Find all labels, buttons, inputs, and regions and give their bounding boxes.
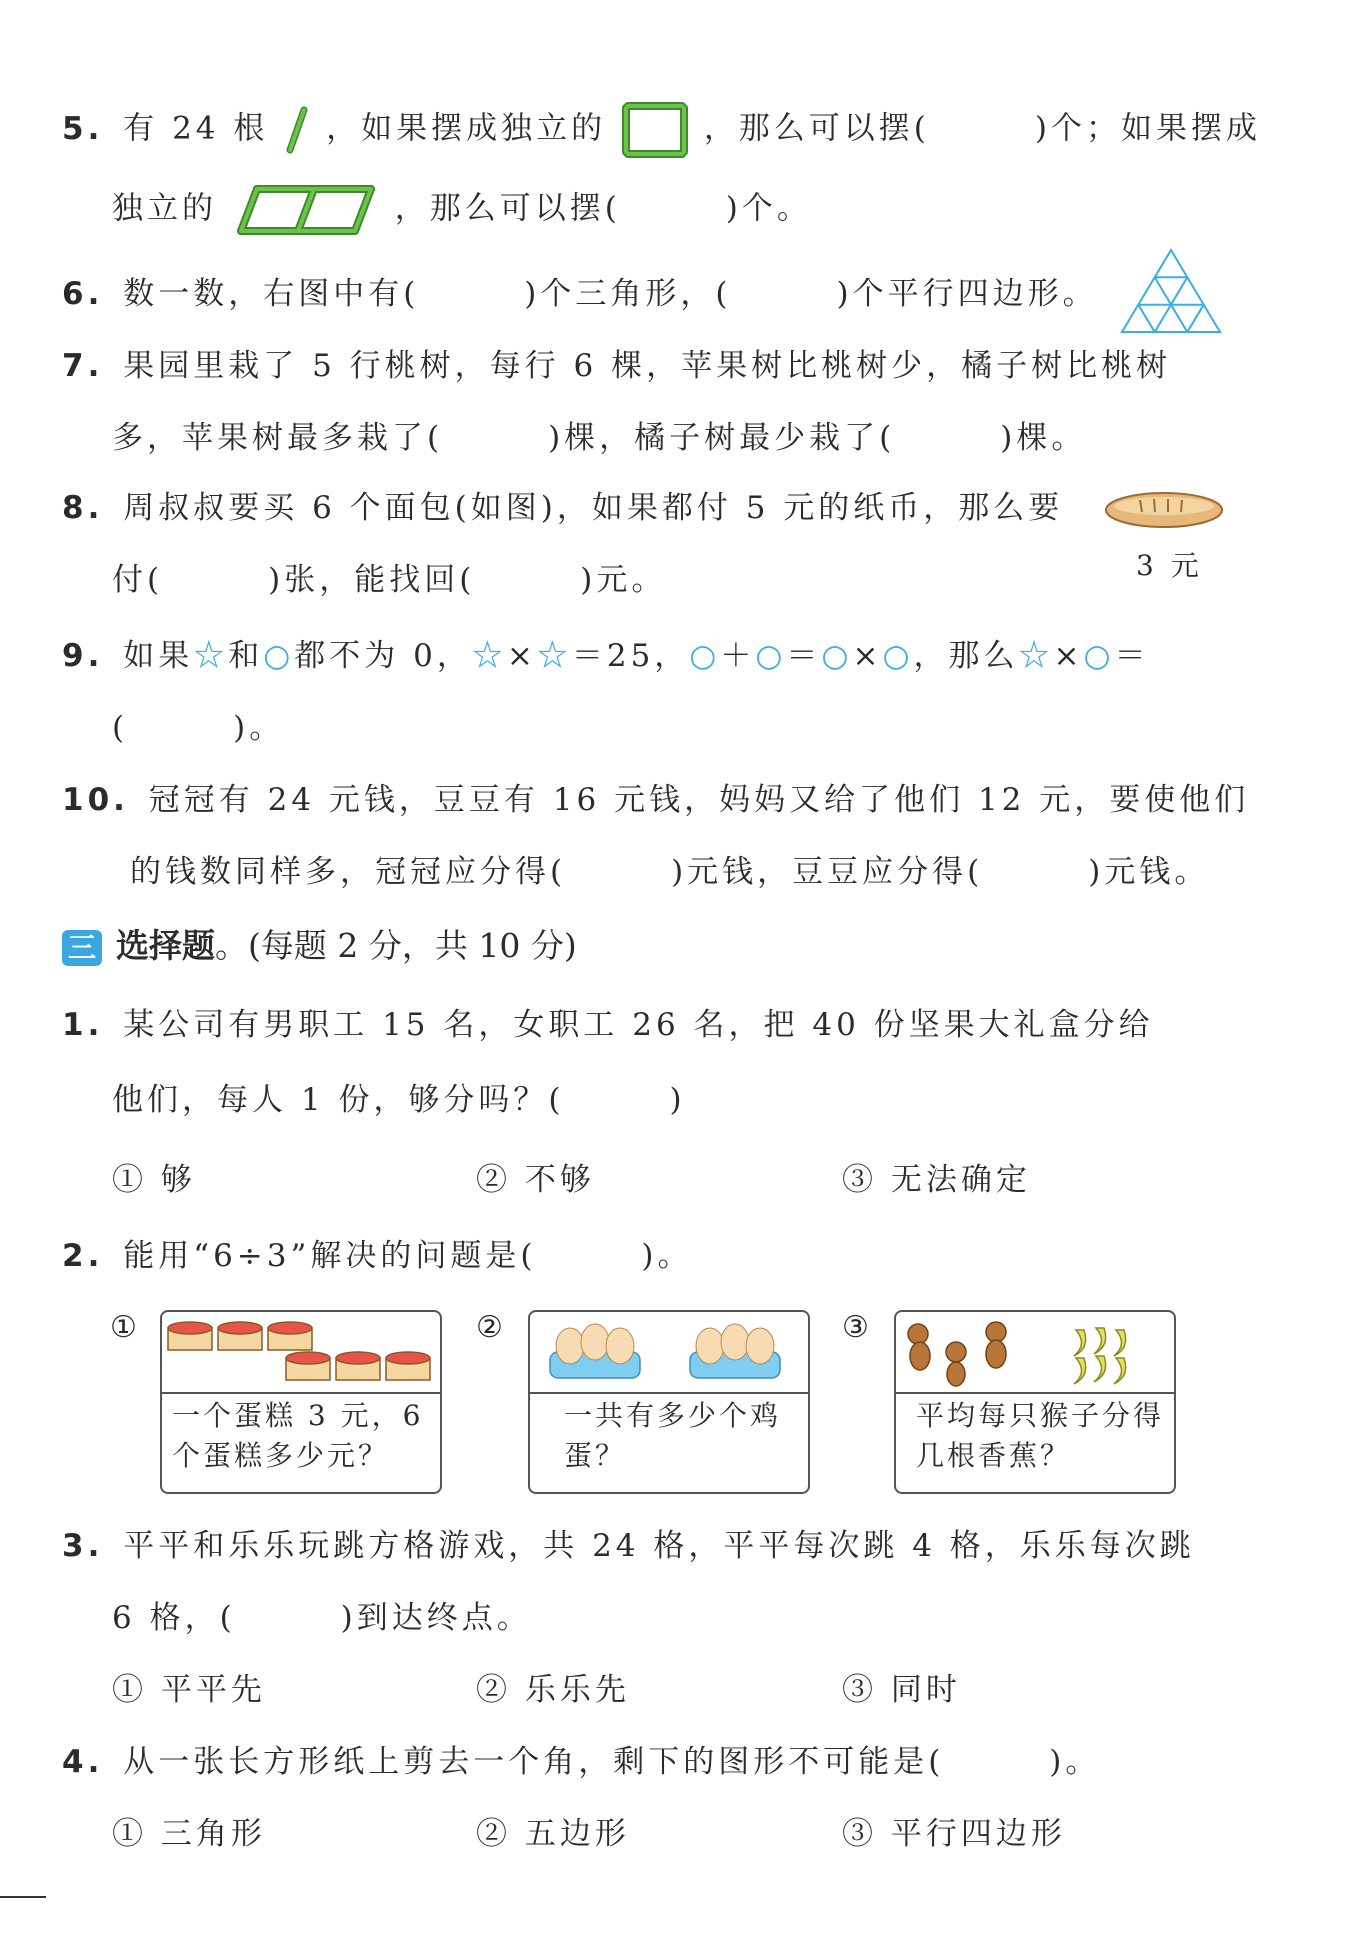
card-mark: ③ [842,1310,869,1345]
text: 果园里栽了 5 行桃树，每行 6 棵，苹果树比桃树少，橘子树比桃树 [123,348,1172,384]
circle-icon: ○ [1083,638,1115,674]
text: 如果 [123,638,194,674]
option-3[interactable]: ③ 无法确定 [842,1162,1031,1198]
question-number: 4. [62,1744,104,1780]
monkey-banana-icon [896,1312,1172,1392]
star-icon: ☆ [1018,638,1054,674]
question-number: 9. [62,638,104,674]
option-1[interactable]: ① 够 [112,1162,196,1198]
option-card-2[interactable] [528,1310,810,1494]
monkeys-bananas-picture [896,1312,1174,1394]
egg-tray-icon [530,1312,806,1392]
text: 某公司有男职工 15 名，女职工 26 名，把 40 份坚果大礼盒分给 [123,1007,1154,1043]
question-10-line-2: 的钱数同样多，冠冠应分得( )元钱，豆豆应分得( )元钱。 [130,854,1210,890]
question-7-line-2: 多，苹果树最多栽了( )棵，橘子树最少栽了( )棵。 [112,420,1087,456]
question-5-line-1 [62,100,1261,160]
question-number: 1. [62,1007,104,1043]
stick-icon [282,106,312,154]
section-title: 选择题 [116,926,215,965]
circle-icon: ○ [821,638,853,674]
triangle-grid-figure [1118,246,1224,336]
choice-1-line-1 [62,1005,1154,1045]
text: 能用“6÷3”解决的问题是( )。 [123,1238,693,1274]
stick-square-icon [620,100,690,160]
text: ＋ [720,638,756,674]
option-card-1[interactable] [160,1310,442,1494]
text: 都不为 0， [294,638,472,674]
text: 独立的 [112,190,217,227]
choice-3-line-1 [62,1526,1195,1566]
circle-icon: ○ [263,638,295,674]
text: 有 24 根 [123,110,269,147]
cakes-picture [162,1312,440,1394]
star-icon: ☆ [536,638,572,674]
text: ＝25， [571,638,690,674]
question-6 [62,274,1098,314]
text: ，那么 [913,638,1019,674]
choice-1-line-2: 他们，每人 1 份，够分吗？( ) [112,1082,686,1118]
circle-icon: ○ [882,638,914,674]
option-1[interactable]: ① 平平先 [112,1672,266,1708]
question-9-line-2: ( )。 [112,710,285,746]
card-text: 一个蛋糕 3 元，6 个蛋糕多少元？ [172,1399,424,1472]
question-9-line-1 [62,636,1150,676]
choice-4 [62,1742,1100,1782]
text: ，那么可以摆( )个。 [394,190,812,227]
text: 数一数，右图中有( )个三角形，( )个平行四边形。 [123,276,1098,312]
text: 周叔叔要买 6 个面包(如图)，如果都付 5 元的纸币，那么要 [123,490,1064,526]
text: 和 [228,638,264,674]
question-number: 6. [62,276,104,312]
text: × [852,638,883,674]
choice-2 [62,1236,693,1276]
section-note: 。(每题 2 分，共 10 分) [215,926,577,965]
option-2[interactable]: ② 不够 [476,1162,595,1198]
question-8-line-2: 付( )张，能找回( )元。 [112,562,667,598]
question-7-line-1 [62,346,1171,386]
text: × [506,638,537,674]
eggs-picture [530,1312,808,1394]
option-2[interactable]: ② 五边形 [476,1816,630,1852]
question-number: 10. [62,782,129,818]
text: ，如果摆成独立的 [326,110,607,147]
text: 从一张长方形纸上剪去一个角，剩下的图形不可能是( )。 [123,1744,1101,1780]
option-3[interactable]: ③ 同时 [842,1672,961,1708]
text: ，那么可以摆( )个；如果摆成 [703,110,1261,147]
question-5-line-2 [112,184,812,236]
question-number: 2. [62,1238,104,1274]
question-8-line-1 [62,488,1063,528]
choice-3-line-2: 6 格，( )到达终点。 [112,1600,532,1636]
circle-icon: ○ [689,638,721,674]
question-number: 7. [62,348,104,384]
bread-price: 3 元 [1136,549,1203,582]
card-mark: ② [476,1310,503,1345]
text: 冠冠有 24 元钱，豆豆有 16 元钱，妈妈又给了他们 12 元，要使他们 [148,782,1250,818]
option-1[interactable]: ① 三角形 [112,1816,266,1852]
section-badge: 三 [62,930,102,966]
option-2[interactable]: ② 乐乐先 [476,1672,630,1708]
question-10-line-1 [62,780,1249,820]
star-icon: ☆ [471,638,507,674]
text: 平平和乐乐玩跳方格游戏，共 24 格，平平每次跳 4 格，乐乐每次跳 [123,1528,1195,1564]
text: ＝ [786,638,822,674]
page-edge-mark [0,1896,46,1898]
bread-icon [1102,486,1226,532]
option-card-3[interactable] [894,1310,1176,1494]
card-text: 平均每只猴子分得几根香蕉？ [916,1399,1165,1472]
stick-parallelogram-icon [231,184,381,236]
option-3[interactable]: ③ 平行四边形 [842,1816,1066,1852]
section-header [62,925,577,967]
star-icon: ☆ [193,638,229,674]
question-number: 5. [62,110,104,147]
text: ＝ [1114,638,1150,674]
text: × [1053,638,1084,674]
card-text: 一共有多少个鸡蛋？ [564,1399,782,1472]
cake-icon [162,1312,438,1392]
question-number: 3. [62,1528,104,1564]
question-number: 8. [62,490,104,526]
circle-icon: ○ [755,638,787,674]
card-mark: ① [110,1310,137,1345]
